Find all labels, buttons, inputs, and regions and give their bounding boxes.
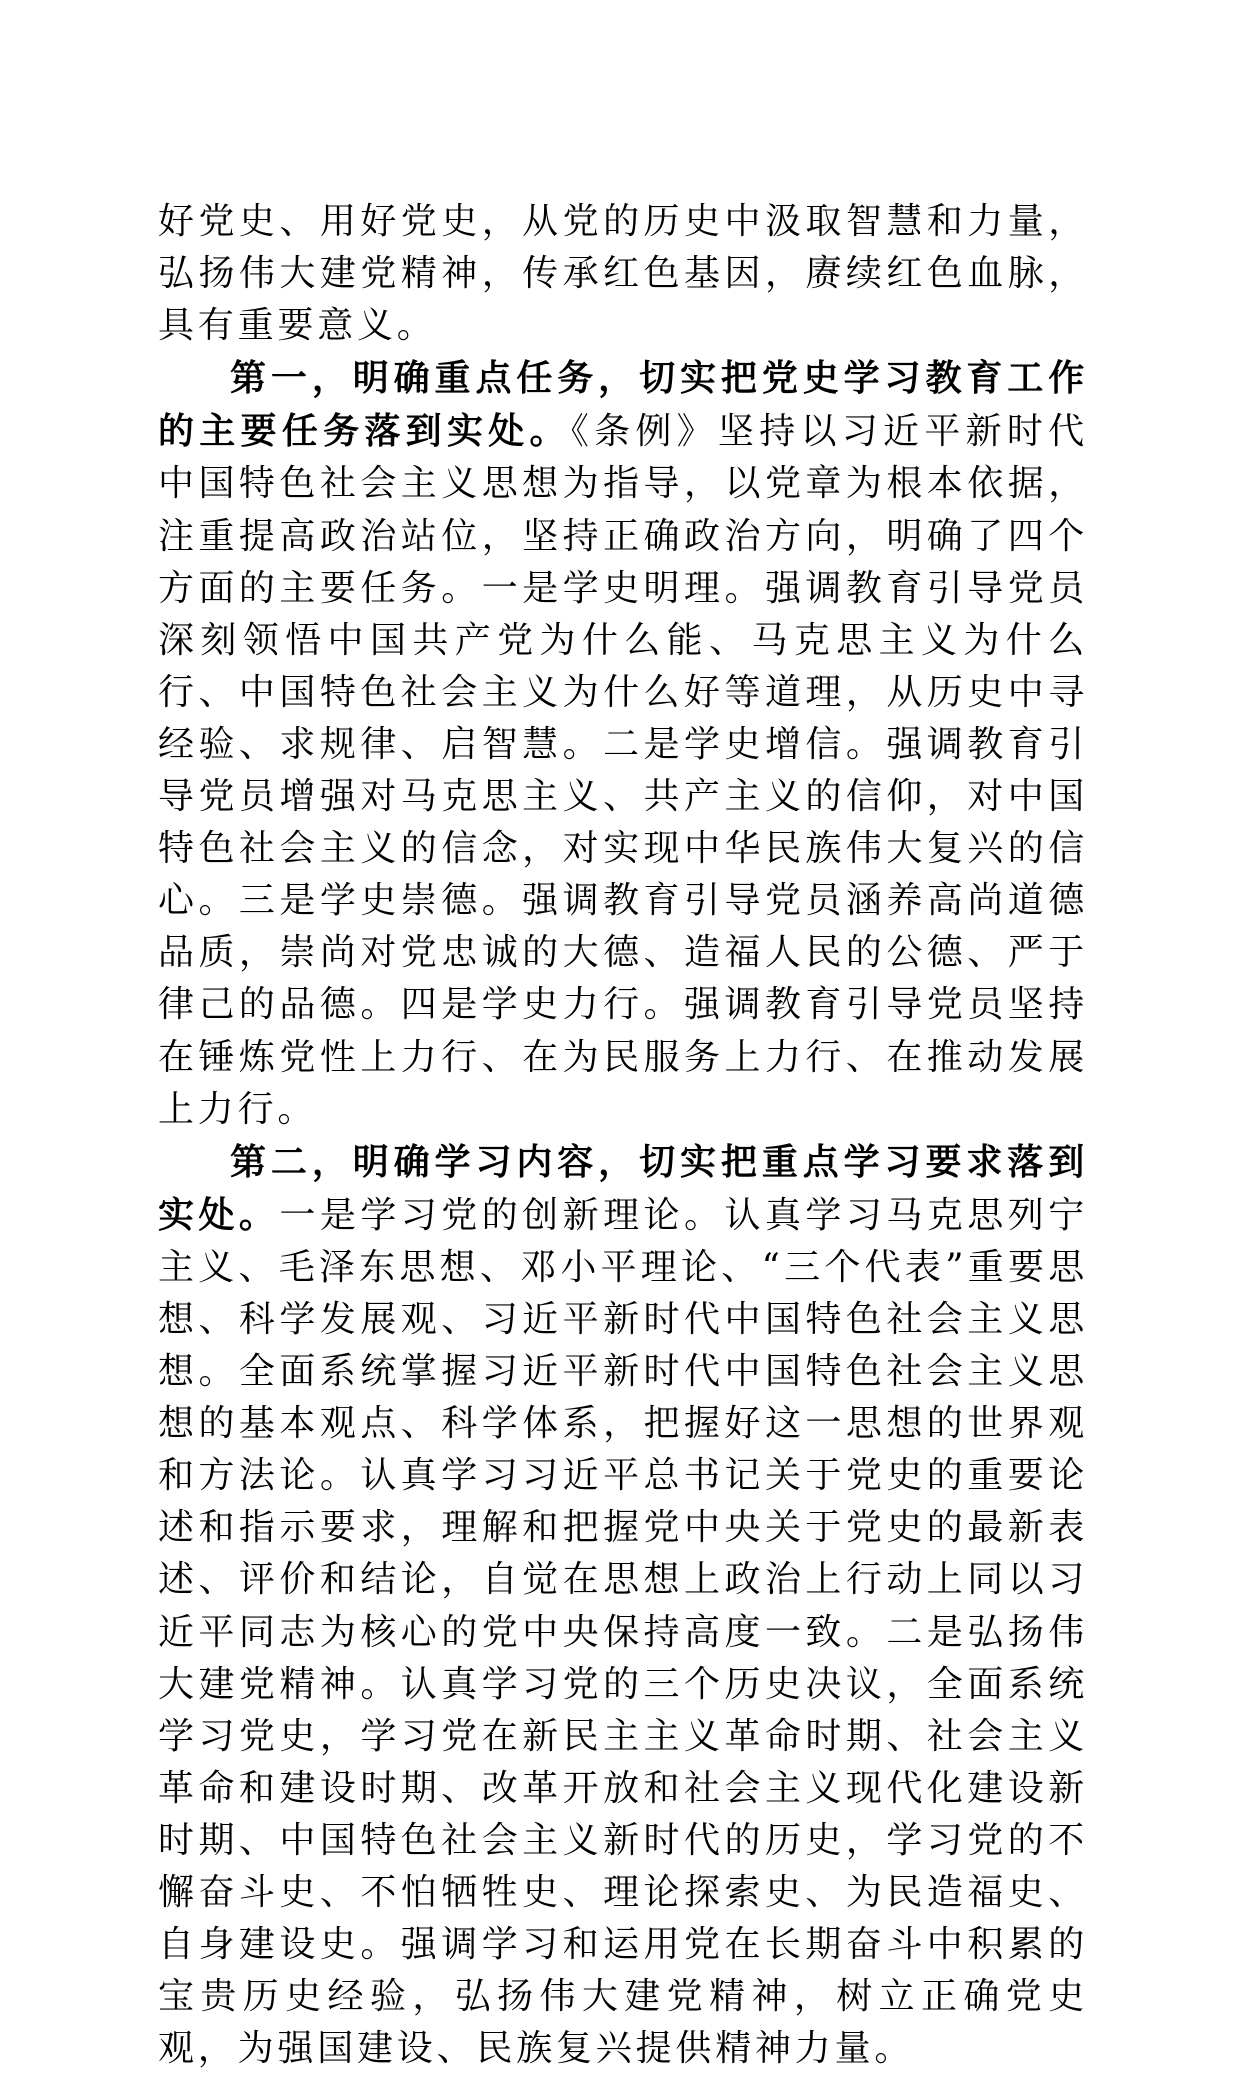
paragraph-lead-heading: 第一，明确重点任务，切实把党史学习教育工作的主要任务落到实处。	[158, 357, 1088, 453]
paragraph-continued-intro	[158, 196, 1088, 352]
paragraph-study-content	[158, 1136, 1088, 2075]
paragraph-text: 一是学习党的创新理论。认真学习马克思列宁主义、毛泽东思想、邓小平理论、“三个代表”重要思想、科学发展观、习近平新时代中国特色社会主义思想。全面系统掌握习近平新时代中国特色社会主义思想的基本观点、科学体系，把握好这一思想的世界观和方法论。认真学习习近平总书记关于党史的重要论述和指示要求，理解和把握党中央关于党史的最新表述、评价和结论，自觉在思想上政治上行动上同以习近平同志为核心的党中央保持高度一致。二是弘扬伟大建党精神。认真学习党的三个历史决议，全面系统学习党史，学习党在新民主主义革命时期、社会主义革命和建设时期、改革开放和社会主义现代化建设新时期、中国特色社会主义新时代的历史，学习党的不懈奋斗史、不怕牺牲史、理论探索史、为民造福史、自身建设史。强调学习和运用党在长期奋斗中积累的宝贵历史经验，弘扬伟大建党精神，树立正确党史观，为强国建设、民族复兴提供精神力量。	[158, 1194, 1088, 2070]
document-body	[158, 196, 1088, 2075]
paragraph-key-tasks	[158, 352, 1088, 1135]
paragraph-text: 《条例》坚持以习近平新时代中国特色社会主义思想为指导，以党章为根本依据，注重提高政治站位，坚持正确政治方向，明确了四个方面的主要任务。一是学史明理。强调教育引导党员深刻领悟中国共产党为什么能、马克思主义为什么行、中国特色社会主义为什么好等道理，从历史中寻经验、求规律、启智慧。二是学史增信。强调教育引导党员增强对马克思主义、共产主义的信仰，对中国特色社会主义的信念，对实现中华民族伟大复兴的信心。三是学史崇德。强调教育引导党员涵养高尚道德品质，崇尚对党忠诚的大德、造福人民的公德、严于律己的品德。四是学史力行。强调教育引导党员坚持在锤炼党性上力行、在为民服务上力行、在推动发展上力行。	[158, 411, 1088, 1130]
paragraph-lead-heading: 第二，明确学习内容，切实把重点学习要求落到实处。	[158, 1140, 1088, 1236]
paragraph-text: 好党史、用好党史，从党的历史中汲取智慧和力量，弘扬伟大建党精神，传承红色基因，赓续红色血脉，具有重要意义。	[158, 201, 1088, 347]
